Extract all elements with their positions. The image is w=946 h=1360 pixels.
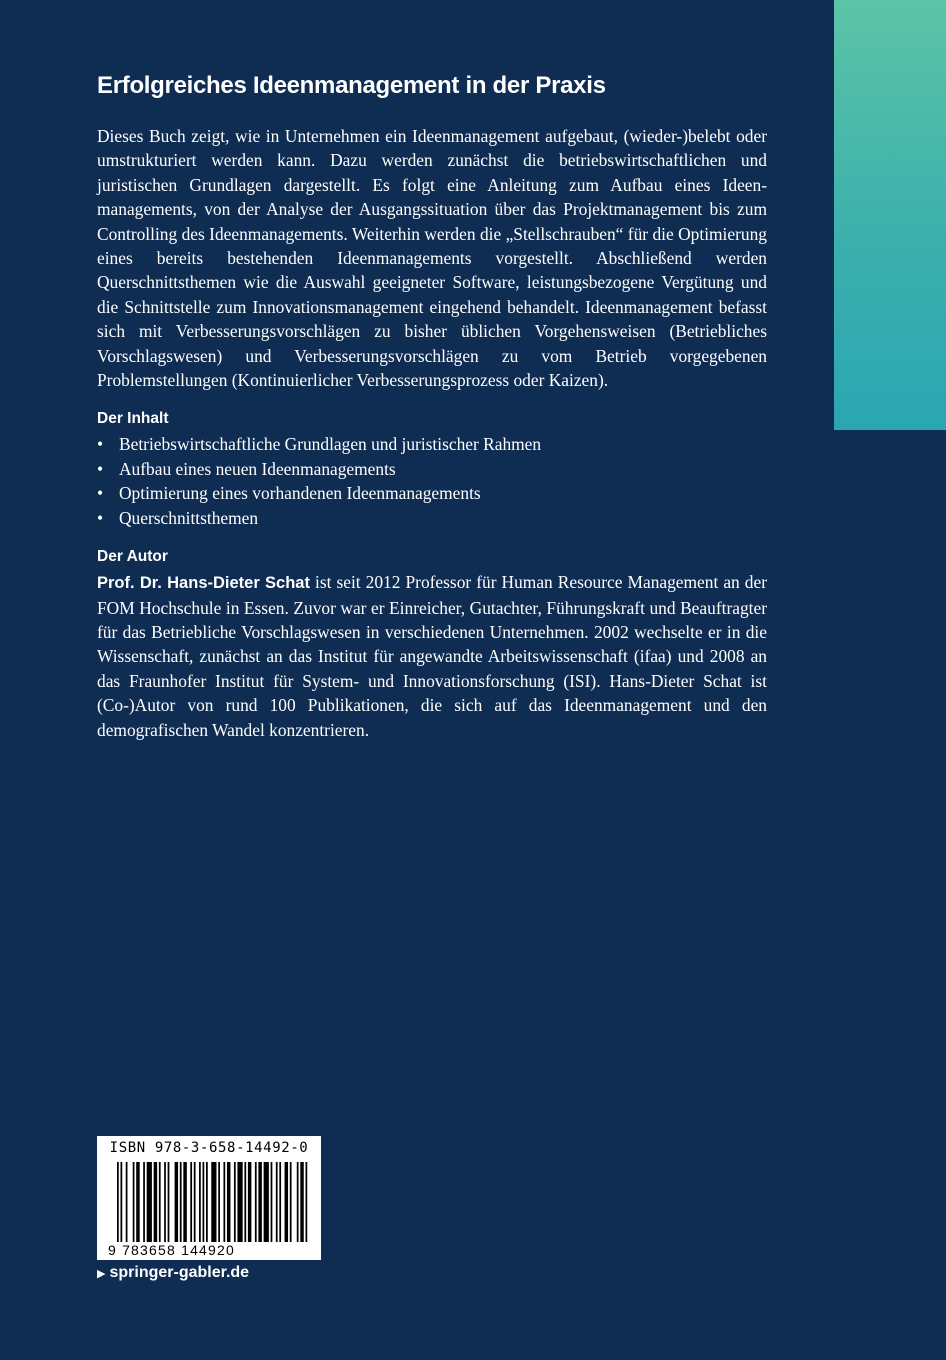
author-bio-paragraph xyxy=(97,570,767,742)
book-description: Dieses Buch zeigt, wie in Unternehmen ein Ideenmanagement aufgebaut, (wieder-)belebt oder umstrukturiert werden kann. Dazu werden zunächst die betriebswirtschaftlichen und juristischen Grundlagen dargestellt. Es folgt eine Anleitung zum Aufbau eines Ideenmanagements, von der Analyse der Ausgangssituation über das Projektmanagement bis zum Controlling des Ideenmanagements. Weiterhin werden die „Stellschrauben“ für die Optimierung eines bereits bestehenden Ideenmanagements vorgestellt. Abschließend werden Querschnittsthemen wie die Auswahl geeigneter Software, leistungsbezogene Vergütung und die Schnittstelle zum Innovationsmanagement eingehend behandelt. Ideenmanagement befasst sich mit Verbesserungsvorschlägen zu bisher üblichen Vorgehensweisen (Betriebliches Vorschlagswesen) und Verbesserungsvorschlägen zu vom Betrieb vorgegebenen Problemstellungen (Kontinuierlicher Verbesserungsprozess oder Kaizen). xyxy=(97,126,767,391)
list-item: • Aufbau eines neuen Ideenmanagements xyxy=(97,457,767,481)
back-cover-content xyxy=(97,72,767,742)
isbn-text: ISBN 978-3-658-14492-0 xyxy=(109,1140,309,1156)
publisher-link[interactable] xyxy=(97,1264,249,1282)
author-bio: ist seit 2012 Professor für Human Resource Management an der FOM Hochschule in Essen. Zuvor war er Einreicher, Gutachter, Führungskraft und Beauftragter für das Betriebliche Vorschlagswesen in verschiedenen Unternehmen. 2002 wechselte er in die Wissenschaft, zunächst an das Institut für angewandte Arbeitswissenschaft (ifaa) und 2008 an das Fraunhofer Institut für System- und Innovationsforschung (ISI). Hans-Dieter Schat ist (Co-)Autor von rund 100 Publikationen, die sich auf das Ideenmanagement und den demografischen Wandel konzentrieren. xyxy=(97,572,767,740)
publisher-url: springer-gabler.de xyxy=(109,1264,250,1281)
ean-digits: 9 783658 144920 xyxy=(108,1242,235,1258)
book-title: Erfolgreiches Ideenmanagement in der Praxis xyxy=(97,72,606,99)
barcode-icon xyxy=(117,1162,309,1252)
author-heading: Der Autor xyxy=(97,548,168,566)
contents-list xyxy=(97,432,767,530)
isbn-barcode xyxy=(97,1136,321,1260)
list-item: • Querschnittsthemen xyxy=(97,506,767,530)
list-item: • Optimierung eines vorhandenen Ideenmanagements xyxy=(97,481,767,505)
list-item: • Betriebswirtschaftliche Grundlagen und juristischer Rahmen xyxy=(97,432,767,456)
author-name: Prof. Dr. Hans-Dieter Schat xyxy=(97,574,310,593)
accent-bar xyxy=(834,0,946,430)
contents-heading: Der Inhalt xyxy=(97,410,169,428)
arrow-right-icon: ▶ xyxy=(97,1267,106,1280)
